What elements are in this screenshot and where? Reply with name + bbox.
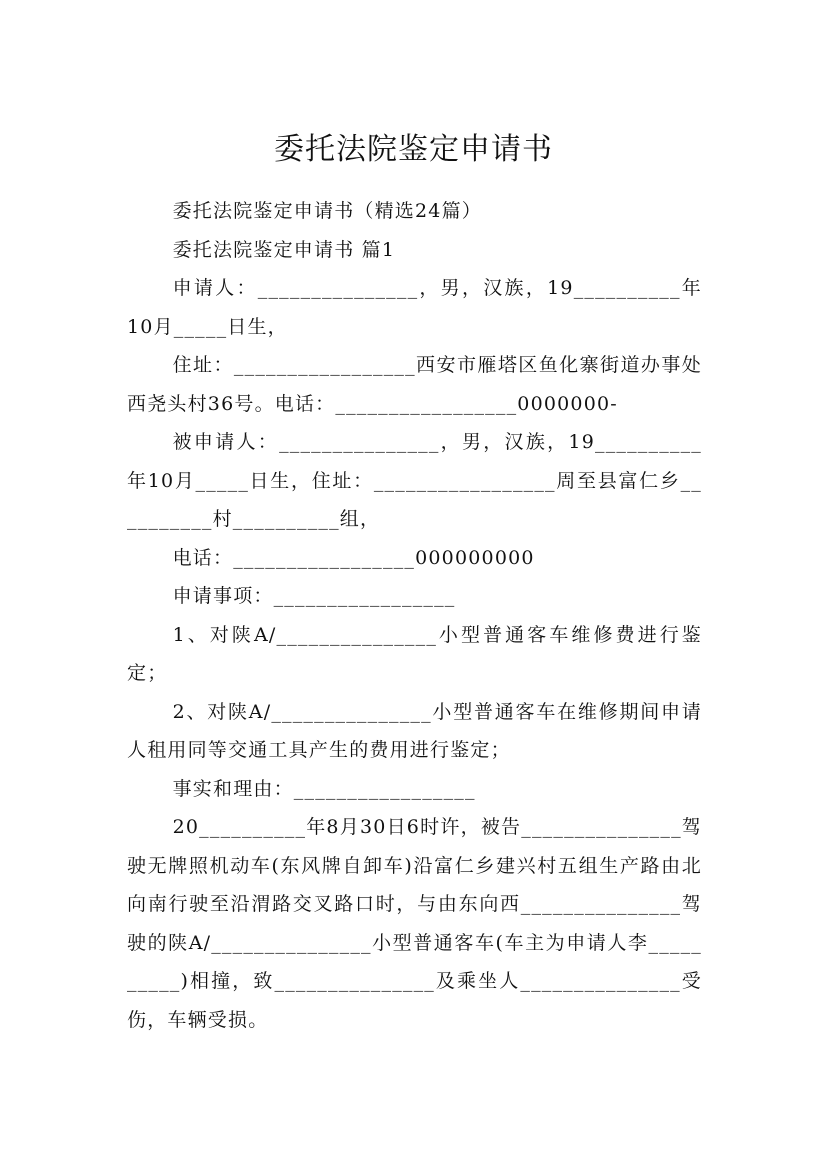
paragraph-heading: 委托法院鉴定申请书（精选24篇） <box>172 200 482 222</box>
paragraph-item-2: 2、对陕A/_______________小型普通客车在维修期间申请人租用同等交通工具产生的费用进行鉴定； <box>127 700 702 761</box>
paragraph-facts: 20__________年8月30日6时许，被告_______________驾驶无牌照机动车(东风牌自卸车)沿富仁乡建兴村五组生产路由北向南行驶至沿渭路交叉路口时，与由东向西_______________驾驶的陕A/_______________小型普通客车(车主为申请人李__________)相撞，致_______________及乘坐人_______________受伤，车辆受损。 <box>127 816 702 1031</box>
paragraph-applicant: 申请人：_______________，男，汉族，19__________年10月_____日生， <box>127 277 702 338</box>
paragraph-respondent-phone: 电话：_________________000000000 <box>172 546 535 569</box>
paragraph-application-items: 申请事项：_________________ <box>172 585 456 607</box>
document-body <box>127 192 702 1039</box>
paragraph-facts-heading: 事实和理由：_________________ <box>172 777 476 800</box>
paragraph-applicant-address: 住址：_________________西安市雁塔区鱼化寨街道办事处西尧头村36号。电话：_________________0000000- <box>127 354 702 415</box>
document-title: 委托法院鉴定申请书 <box>274 132 553 168</box>
paragraph-section-title: 委托法院鉴定申请书 篇1 <box>172 238 396 261</box>
paragraph-respondent: 被申请人：_______________，男，汉族，19__________年10月_____日生，住址：_________________周至县富仁乡__________村__________组， <box>127 431 702 530</box>
paragraph-item-1: 1、对陕A/_______________小型普通客车维修费进行鉴定； <box>127 623 702 684</box>
